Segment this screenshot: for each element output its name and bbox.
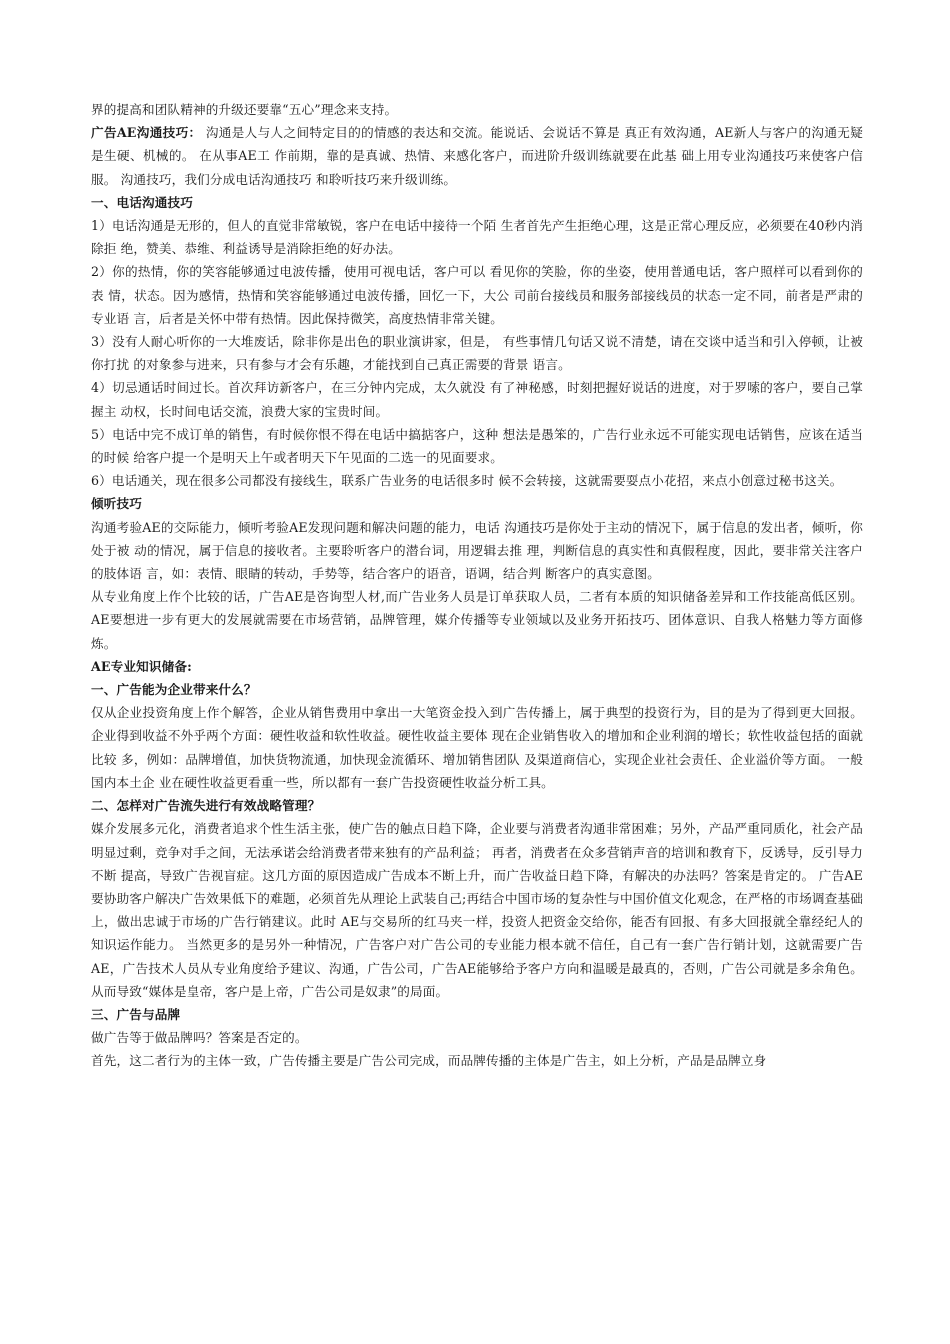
paragraph: 5）电话中完不成订单的销售，有时候你恨不得在电话中搞掂客户，这种 想法是愚笨的，广告行业永远不可能实现电话销售，应该在适当的时候 给客户提一个是明天上午或者明天下午见面的二选一的见面要求。 [91,426,863,466]
paragraph: 仅从企业投资角度上作个解答，企业从销售费用中拿出一大笔资金投入到广告传播上，属于典型的投资行为，目的是为了得到更大回报。 企业得到收益不外乎两个方面：硬性收益和软性收益。硬性收益主要体 现在企业销售收入的增加和企业利润的增长；软性收益包括的面就比较 多，例如：品牌增值，加快货物流通，加快现金流循环、增加销售团队 及渠道商信心，实现企业社会责任、企业溢价等方面。 一般国内本土企 业在硬性收益更看重一些，所以都有一套广告投资硬性收益分析工具。 [91,705,863,790]
paragraph: 媒介发展多元化，消费者追求个性生活主张，使广告的触点日趋下降，企业要与消费者沟通非常困难；另外，产品严重同质化，社会产品明显过剩，竞争对手之间，无法承诺会给消费者带来独有的产品利益； 再者，消费者在众多营销声音的培训和教育下，反诱导，反引导力不断 提高，导致广告视盲症。这几方面的原因造成广告成本不断上升，而广告收益日趋下降，有解决的办法吗？答案是肯定的。 广告AE要协助客户解决广告效果低下的难题，必须首先从理论上武装自己;再结合中国市场的复杂性与中国价值文化观念，在严格的市场调查基础上，做出忠诚于市场的广告行销建议。此时 AE与交易所的红马夹一样，投资人把资金交给你，能否有回报、有多大回报就全靠经纪人的知识运作能力。 当然更多的是另外一种情况，广告客户对广告公司的专业能力根本就不信任，自己有一套广告行销计划，这就需要广告AE，广告技术人员从专业角度给予建议、沟通，广告公司，广告AE能够给予客户方向和温暖是最真的，否则，广告公司就是多余角色。从而导致“媒体是皇帝，客户是上帝，广告公司是奴隶”的局面。 [91,821,863,999]
section-heading: 一、广告能为企业带来什么？ [91,682,257,698]
paragraph: 沟通考验AE的交际能力，倾听考验AE发现问题和解决问题的能力，电话 沟通技巧是你处于主动的情况下，属于信息的发出者，倾听，你处于被 动的情况，属于信息的接收者。主要聆听客户的潜台词，用逻辑去推 理，判断信息的真实性和真假程度，因此，要非常关注客户的肢体语 言，如：表情、眼睛的转动，手势等，结合客户的语音，语调，结合判 断客户的真实意图。 [91,519,863,582]
paragraph-text: 沟通是人与人之间特定目的的情感的表达和交流。能说话、会说话不算是 真正有效沟通，AE新人与客户的沟通无疑是生硬、机械的。 在从事AE工 作前期，靠的是真诚、热情、来感化客户，而进阶升级训练就要在此基 础上用专业沟通技巧来使客户信服。 沟通技巧，我们分成电话沟通技巧 和聆听技巧来升级训练。 [91,125,863,187]
section-heading: 三、广告与品牌 [91,1006,181,1022]
paragraph: 做广告等于做品牌吗？答案是否定的。 [91,1030,308,1046]
paragraph [91,121,863,191]
paragraph: 界的提高和团队精神的升级还要靠“五心”理念来支持。 [91,102,398,117]
paragraph: 1）电话沟通是无形的，但人的直觉非常敏锐，客户在电话中接待一个陌 生者首先产生拒绝心理，这是正常心理反应，必须要在40秒内消除拒 绝，赞美、恭维、利益诱导是消除拒绝的好办法。 [91,218,863,257]
paragraph: 4）切忌通话时间过长。首次拜访新客户，在三分钟内完成，太久就没 有了神秘感，时刻把握好说话的进度，对于罗嗦的客户，要自己掌握主 动权，长时间电话交流，浪费大家的宝贵时间。 [91,380,863,419]
paragraph: 2）你的热情，你的笑容能够通过电波传播，使用可视电话，客户可以 看见你的笑脸，你的坐姿，使用普通电话，客户照样可以看到你的表 情，状态。因为感情，热情和笑容能够通过电波传播，回忆一下，大公 司前台接线员和服务部接线员的状态一定不同，前者是严肃的专业语 言，后者是关怀中带有热情。因此保持微笑，高度热情非常关键。 [91,264,863,326]
section-heading: 一、电话沟通技巧 [91,194,193,210]
paragraph: 6）电话通关，现在很多公司都没有接线生，联系广告业务的电话很多时 候不会转接，这就需要耍点小花招，来点小创意过秘书这关。 [91,473,843,489]
paragraph: 首先，这二者行为的主体一致，广告传播主要是广告公司完成，而品牌传播的主体是广告主，如上分析，产品是品牌立身 [91,1053,767,1069]
section-heading: 倾听技巧 [91,496,142,512]
paragraph: 3）没有人耐心听你的一大堆废话，除非你是出色的职业演讲家，但是， 有些事情几句话又说不清楚，请在交谈中适当和引入停顿，让被你打扰 的对象参与进来，只有参与才会有乐趣，才能找到自己真正需要的背景 语言。 [91,334,863,373]
section-heading: AE专业知识储备: [91,658,192,674]
document-page [91,98,863,1073]
paragraph: 从专业角度上作个比较的话，广告AE是咨询型人材,而广告业务人员是订单获取人员，二者有本质的知识储备差异和工作技能高低区别。AE要想进一步有更大的发展就需要在市场营销，品牌管理，媒介传播等专业领域以及业务开拓技巧、团体意识、自我人格魅力等方面修炼。 [91,589,863,651]
section-lead: 广告AE沟通技巧： [91,125,202,141]
section-heading: 二、怎样对广告流失进行有效战略管理？ [91,798,321,814]
